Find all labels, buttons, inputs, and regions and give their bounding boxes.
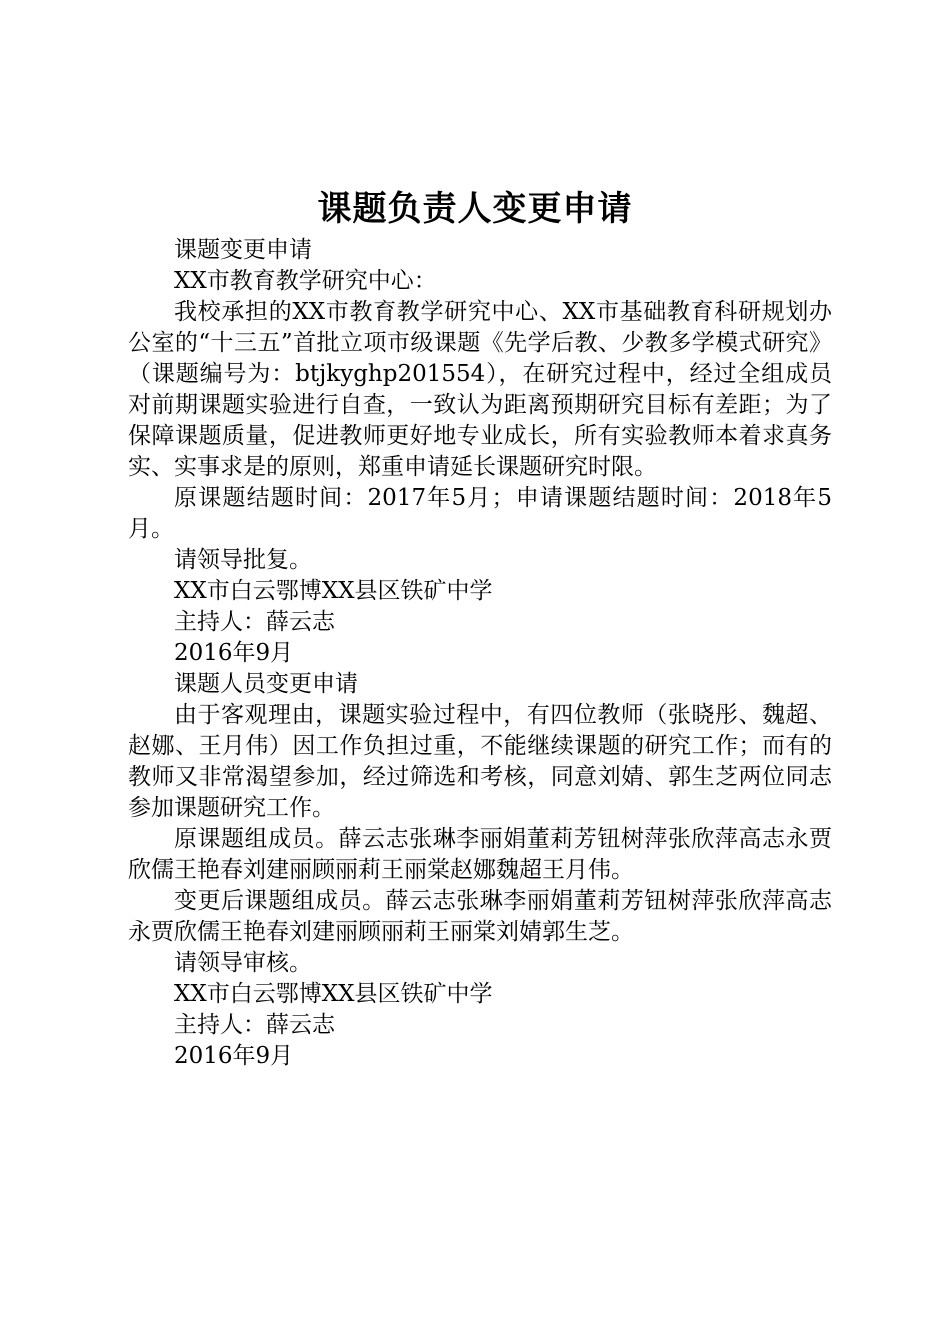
paragraph-addressee: XX市教育教学研究中心： [174,268,437,294]
paragraph-date: 2016年9月 [174,1043,294,1069]
paragraph-review-request: 请领导审核。 [174,950,312,976]
document-body [128,235,832,1072]
paragraph-reason: 由于客观理由，课题实验过程中，有四位教师（张晓彤、魏超、赵娜、王月伟）因工作负担过重，不能继续课题的研究工作；而有的教师又非常渴望参加，经过筛选和考核，同意刘婧、郭生芝两位同志参加课题研究工作。 [128,702,832,821]
paragraph-request-body: 我校承担的XX市教育教学研究中心、XX市基础教育科研规划办公室的“十三五”首批立项市级课题《先学后教、少教多学模式研究》（课题编号为：btjkyghp201554），在研究过程中，经过全组成员对前期课题实验进行自查，一致认为距离预期研究目标有差距；为了保障课题质量，促进教师更好地专业成长，所有实验教师本着求真务实、实事求是的原则，郑重申请延长课题研究时限。 [128,299,832,480]
paragraph-deadline: 原课题结题时间：2017年5月；申请课题结题时间：2018年5月。 [128,485,832,542]
paragraph-new-members: 变更后课题组成员。薛云志张琳李丽娟董莉芳钮树萍张欣萍高志永贾欣儒王艳春刘建丽顾丽莉王丽棠刘婧郭生芝。 [128,888,832,945]
paragraph-school-name: XX市白云鄂博XX县区铁矿中学 [174,578,493,604]
paragraph-date: 2016年9月 [174,640,294,666]
paragraph-section-heading: 课题变更申请 [174,237,312,263]
paragraph-school-name: XX市白云鄂博XX县区铁矿中学 [174,981,493,1007]
paragraph-original-members: 原课题组成员。薛云志张琳李丽娟董莉芳钮树萍张欣萍高志永贾欣儒王艳春刘建丽顾丽莉王丽棠赵娜魏超王月伟。 [128,826,832,883]
paragraph-approval-request: 请领导批复。 [174,547,312,573]
paragraph-section-heading: 课题人员变更申请 [174,671,358,697]
paragraph-host: 主持人：薛云志 [174,1012,335,1038]
document-title: 课题负责人变更申请 [317,189,633,229]
paragraph-host: 主持人：薛云志 [174,609,335,635]
